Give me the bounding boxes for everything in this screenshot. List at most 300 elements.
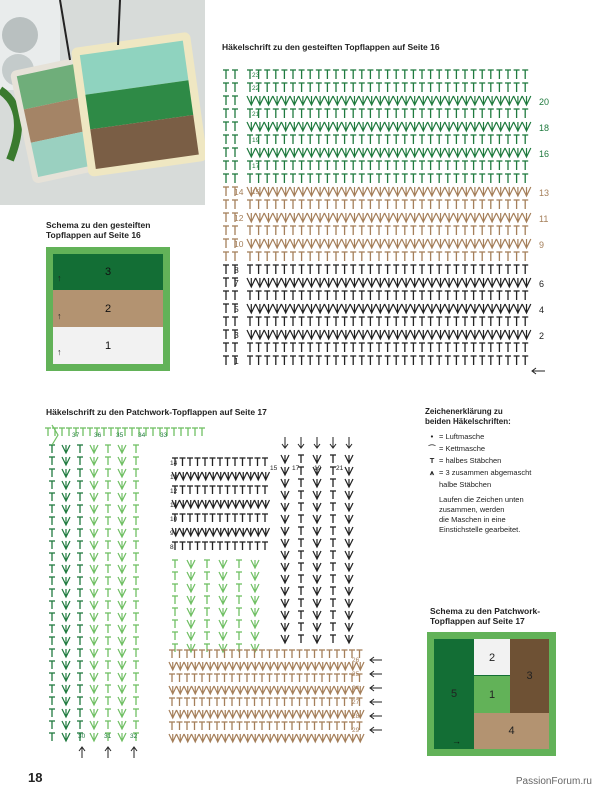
cluster-stitch (237, 710, 245, 718)
hdc-stitch (45, 428, 51, 436)
schema2-title-line1: Schema zu den Patchwork- (430, 606, 541, 616)
legend-item-kettmasche (425, 443, 595, 455)
schema2-block-3 (510, 639, 549, 713)
hdc-stitch (298, 587, 304, 595)
cluster-stitch (90, 685, 98, 693)
row-label-boxed: 15 (252, 189, 260, 196)
hdc-stitch (236, 572, 242, 580)
hdc-stitch (204, 584, 210, 592)
row-label-top-left: 37 (72, 432, 80, 439)
row-label-black: 13 (170, 474, 178, 481)
hdc-stitch (282, 650, 288, 658)
cluster-stitch (345, 455, 353, 463)
cluster-stitch (214, 686, 222, 694)
hdc-stitch (232, 514, 238, 522)
chart1-title: Häkelschrift zu den gesteiften Topflappen auf Seite 16 (222, 42, 440, 52)
hdc-stitch (298, 575, 304, 583)
cluster-stitch (281, 527, 289, 535)
cluster-stitch (195, 528, 203, 536)
hdc-stitch (77, 673, 83, 681)
hdc-stitch (237, 698, 243, 706)
cluster-stitch (252, 686, 260, 694)
hdc-stitch (77, 493, 83, 501)
hdc-stitch (217, 542, 223, 550)
hdc-stitch (184, 698, 190, 706)
cluster-stitch (62, 685, 70, 693)
hdc-stitch (202, 486, 208, 494)
hdc-stitch (77, 553, 83, 561)
cluster-stitch (237, 686, 245, 694)
hdc-stitch (319, 674, 325, 682)
hdc-stitch (298, 599, 304, 607)
cluster-stitch (192, 686, 200, 694)
cluster-stitch (62, 661, 70, 669)
hdc-stitch (298, 563, 304, 571)
arrow-up-icon: ↑ (57, 347, 62, 357)
cluster-stitch (345, 563, 353, 571)
cluster-stitch (225, 472, 233, 480)
hdc-stitch (180, 458, 186, 466)
legend-item-zusammen (425, 467, 595, 479)
hdc-stitch (49, 613, 55, 621)
hdc-stitch (133, 445, 139, 453)
cluster-stitch (217, 528, 225, 536)
row-label-left: 3 (234, 330, 239, 340)
hdc-stitch (312, 722, 318, 730)
chain-stitch-icon: • (430, 432, 434, 441)
hdc-stitch (77, 577, 83, 585)
cluster-stitch (281, 503, 289, 511)
row-label-boxed: 23 (252, 72, 260, 79)
cluster-stitch (118, 649, 126, 657)
hdc-stitch (247, 486, 253, 494)
hdc-stitch (247, 542, 253, 550)
hdc-stitch (195, 486, 201, 494)
cluster-stitch (222, 662, 230, 670)
cluster-stitch (229, 734, 237, 742)
hdc-stitch (199, 674, 205, 682)
cluster-stitch (118, 613, 126, 621)
cluster-stitch (232, 472, 240, 480)
cluster-stitch (281, 587, 289, 595)
hdc-stitch (217, 514, 223, 522)
legend-item-zusammen-cont (425, 479, 595, 491)
cluster-stitch (169, 686, 177, 694)
cluster-stitch (219, 572, 227, 580)
cluster-stitch (62, 613, 70, 621)
cluster-stitch (255, 472, 263, 480)
hdc-stitch (192, 698, 198, 706)
hdc-stitch (240, 514, 246, 522)
cluster-stitch (304, 662, 312, 670)
hdc-stitch (210, 542, 216, 550)
hdc-stitch (133, 457, 139, 465)
hdc-stitch (214, 674, 220, 682)
hdc-stitch (49, 565, 55, 573)
cluster-stitch (118, 493, 126, 501)
page-number: 18 (28, 770, 43, 785)
cluster-stitch (202, 528, 210, 536)
cluster-stitch (313, 455, 321, 463)
hdc-stitch (262, 514, 268, 522)
cluster-stitch (313, 527, 321, 535)
hdc-stitch (244, 650, 250, 658)
cluster-stitch (187, 528, 195, 536)
hdc-stitch (172, 596, 178, 604)
hdc-stitch (222, 722, 228, 730)
cluster-stitch (313, 563, 321, 571)
hdc-stitch (327, 698, 333, 706)
cluster-stitch (195, 500, 203, 508)
cluster-stitch (118, 541, 126, 549)
cluster-stitch (281, 479, 289, 487)
cluster-stitch (90, 517, 98, 525)
schema2-block-5-label: 5 (450, 688, 458, 700)
cluster-stitch (62, 625, 70, 633)
cluster-stitch (297, 686, 305, 694)
cluster-stitch (267, 662, 275, 670)
hdc-stitch (49, 529, 55, 537)
cluster-stitch (319, 662, 327, 670)
cluster-stitch (327, 686, 335, 694)
hdc-stitch (169, 674, 175, 682)
cluster-stitch (225, 500, 233, 508)
legend-item-text: = Kettmasche (439, 444, 486, 453)
cluster-stitch (192, 710, 200, 718)
hdc-stitch (236, 620, 242, 628)
hdc-stitch (184, 722, 190, 730)
hdc-stitch (133, 613, 139, 621)
hdc-stitch (192, 674, 198, 682)
hdc-stitch (105, 697, 111, 705)
row-label-top-left: 33 (160, 432, 168, 439)
hdc-stitch (133, 709, 139, 717)
cluster-stitch (62, 565, 70, 573)
cluster-stitch (255, 528, 263, 536)
cluster-stitch (199, 734, 207, 742)
cluster-stitch (281, 611, 289, 619)
arrow-down-icon (298, 437, 304, 448)
cluster-stitch (289, 710, 297, 718)
cluster-stitch (274, 662, 282, 670)
cluster-stitch (312, 686, 320, 694)
cluster-stitch (214, 734, 222, 742)
hdc-stitch (77, 625, 83, 633)
hdc-stitch (172, 632, 178, 640)
cluster-stitch (345, 611, 353, 619)
hdc-stitch (133, 553, 139, 561)
legend-item-text: halbe Stäbchen (439, 480, 492, 489)
row-label-right: 4 (539, 305, 545, 315)
cluster-stitch (222, 734, 230, 742)
hdc-stitch (259, 698, 265, 706)
hdc-stitch (312, 698, 318, 706)
schema2-block-2-label: 2 (488, 651, 496, 664)
cluster-stitch (313, 635, 321, 643)
schema1-stripe-1-label: 1 (104, 339, 112, 352)
cluster-stitch (313, 587, 321, 595)
cluster-stitch (118, 517, 126, 525)
schema2-block-4-label: 4 (508, 725, 515, 737)
cluster-stitch (90, 577, 98, 585)
cluster-stitch (90, 637, 98, 645)
cluster-stitch (219, 620, 227, 628)
cluster-stitch (240, 528, 248, 536)
hdc-stitch (334, 698, 340, 706)
hdc-stitch (274, 722, 280, 730)
hdc-stitch (236, 560, 242, 568)
row-label-brown: 28 (352, 713, 360, 720)
hdc-stitch (49, 541, 55, 549)
hdc-stitch (204, 596, 210, 604)
cluster-stitch (90, 709, 98, 717)
hdc-stitch (133, 577, 139, 585)
cluster-stitch (90, 697, 98, 705)
hdc-stitch (282, 722, 288, 730)
hdc-stitch (49, 457, 55, 465)
hdc-stitch (255, 458, 261, 466)
cluster-stitch (187, 584, 195, 592)
cluster-stitch (62, 517, 70, 525)
cluster-stitch (267, 686, 275, 694)
row-label-right: 6 (539, 279, 545, 289)
cluster-stitch (90, 493, 98, 501)
hdc-stitch (297, 674, 303, 682)
cluster-stitch (62, 577, 70, 585)
arrow-down-icon (314, 437, 320, 448)
cluster-stitch (313, 623, 321, 631)
hdc-stitch (105, 529, 111, 537)
cluster-stitch (244, 686, 252, 694)
cluster-stitch (187, 472, 195, 480)
hdc-stitch (105, 541, 111, 549)
cluster-stitch (229, 662, 237, 670)
hdc-stitch (192, 650, 198, 658)
cluster-stitch (345, 503, 353, 511)
hdc-stitch (105, 637, 111, 645)
cluster-stitch (319, 710, 327, 718)
hdc-stitch (330, 611, 336, 619)
hdc-stitch (255, 514, 261, 522)
hdc-stitch (133, 673, 139, 681)
cluster-stitch (62, 445, 70, 453)
hdc-stitch (192, 722, 198, 730)
cluster-stitch (334, 734, 342, 742)
hdc-stitch (225, 542, 231, 550)
cluster-stitch (118, 625, 126, 633)
cluster-stitch (217, 472, 225, 480)
hdc-stitch (298, 551, 304, 559)
cluster-stitch (247, 500, 255, 508)
cluster-stitch (207, 710, 215, 718)
cluster-stitch (62, 733, 70, 741)
hdc-stitch (217, 458, 223, 466)
hdc-stitch (101, 428, 107, 436)
cluster-stitch (312, 662, 320, 670)
row-label-boxed: 21 (252, 111, 260, 118)
cluster-stitch (232, 528, 240, 536)
cluster-stitch (334, 662, 342, 670)
hdc-stitch (334, 722, 340, 730)
cluster-stitch (229, 686, 237, 694)
hdc-stitch (259, 722, 265, 730)
row-label-brown: 24 (352, 685, 360, 692)
hdc-stitch (87, 428, 93, 436)
cluster-stitch (252, 734, 260, 742)
hdc-stitch (177, 722, 183, 730)
arrow-left-icon (370, 727, 382, 733)
cluster-stitch (281, 563, 289, 571)
row-label-top: 19 (314, 465, 322, 472)
legend-title-line1: Zeichenerklärung zu (425, 407, 503, 416)
cluster-stitch (247, 528, 255, 536)
hdc-stitch (330, 503, 336, 511)
hdc-stitch (187, 514, 193, 522)
cluster-stitch (282, 686, 290, 694)
hdc-stitch (169, 698, 175, 706)
hdc-stitch (77, 709, 83, 717)
hdc-stitch (330, 575, 336, 583)
cluster-stitch (90, 457, 98, 465)
row-label-top: 21 (336, 465, 344, 472)
hdc-stitch (229, 674, 235, 682)
cluster-stitch (240, 500, 248, 508)
hdc-stitch (49, 661, 55, 669)
cluster-stitch (252, 662, 260, 670)
hdc-stitch (289, 722, 295, 730)
hdc-stitch (49, 685, 55, 693)
hdc-stitch (105, 613, 111, 621)
cluster-stitch (240, 472, 248, 480)
hdc-stitch (298, 503, 304, 511)
cluster-stitch (192, 734, 200, 742)
hdc-stitch (274, 674, 280, 682)
hdc-stitch (105, 721, 111, 729)
hdc-stitch (77, 661, 83, 669)
cluster-stitch (262, 500, 270, 508)
cluster-stitch (345, 515, 353, 523)
hdc-stitch (105, 709, 111, 717)
cluster-stitch (169, 710, 177, 718)
hdc-stitch (222, 698, 228, 706)
hdc-stitch (49, 481, 55, 489)
row-label-right: 2 (539, 331, 545, 341)
cluster-stitch (282, 710, 290, 718)
hdc-stitch (327, 674, 333, 682)
hdc-stitch (342, 650, 348, 658)
hdc-stitch (133, 493, 139, 501)
hdc-stitch (298, 491, 304, 499)
cluster-stitch (118, 481, 126, 489)
hdc-stitch (49, 553, 55, 561)
schema1-stripe-3-label: 3 (104, 266, 112, 278)
cluster-stitch (195, 472, 203, 480)
cluster-stitch (281, 635, 289, 643)
cluster-stitch (219, 560, 227, 568)
row-label-brown: 26 (352, 657, 360, 664)
schema2-block-2 (474, 639, 510, 676)
chart2-title: Häkelschrift zu den Patchwork-Topflappen auf Seite 17 (46, 407, 267, 417)
hdc-stitch (289, 650, 295, 658)
row-label-right: 13 (539, 188, 550, 198)
hdc-stitch (210, 458, 216, 466)
row-label-left: 5 (234, 304, 239, 314)
cluster-stitch (304, 686, 312, 694)
hdc-stitch (172, 584, 178, 592)
cluster-stitch (62, 601, 70, 609)
hdc-stitch (133, 637, 139, 645)
row-label-left: 12 (234, 213, 244, 223)
cluster-stitch (342, 686, 350, 694)
cluster-stitch (62, 553, 70, 561)
hdc-stitch (330, 491, 336, 499)
cluster-stitch (118, 673, 126, 681)
hdc-stitch (232, 458, 238, 466)
hdc-stitch (289, 674, 295, 682)
cluster-stitch (313, 515, 321, 523)
hdc-stitch (169, 650, 175, 658)
cluster-stitch (62, 493, 70, 501)
hdc-stitch (229, 698, 235, 706)
cluster-stitch (289, 686, 297, 694)
cluster-stitch (90, 661, 98, 669)
cluster-stitch (274, 734, 282, 742)
arrow-up-icon (105, 747, 111, 758)
cluster-stitch (62, 457, 70, 465)
cluster-stitch (219, 608, 227, 616)
hdc-stitch (297, 650, 303, 658)
hdc-stitch (298, 479, 304, 487)
hdc-stitch (298, 623, 304, 631)
cluster-stitch (313, 491, 321, 499)
cluster-stitch (180, 528, 188, 536)
legend-item-text: = Luftmasche (439, 432, 485, 441)
hdc-stitch (214, 650, 220, 658)
hdc-stitch (330, 539, 336, 547)
cluster-stitch (297, 710, 305, 718)
cluster-stitch (259, 734, 267, 742)
cluster-stitch (251, 596, 259, 604)
slip-stitch-icon: ⌒ (428, 444, 436, 453)
hdc-stitch (77, 721, 83, 729)
cluster-stitch (202, 500, 210, 508)
hdc-stitch (327, 722, 333, 730)
cluster-stitch (345, 527, 353, 535)
cluster-stitch (90, 613, 98, 621)
hdc-stitch (327, 650, 333, 658)
cluster-stitch (281, 455, 289, 463)
cluster-stitch (62, 721, 70, 729)
cluster-stitch (62, 709, 70, 717)
hdc-stitch (133, 541, 139, 549)
schema2-block-3-label: 3 (526, 670, 533, 682)
hdc-stitch (133, 721, 139, 729)
cluster-stitch (187, 620, 195, 628)
hdc-stitch (274, 650, 280, 658)
hdc-stitch (334, 674, 340, 682)
cluster-stitch (289, 734, 297, 742)
arrow-down-icon (330, 437, 336, 448)
hdc-stitch (210, 514, 216, 522)
hdc-stitch (172, 608, 178, 616)
cluster-stitch (251, 632, 259, 640)
cluster-stitch (342, 734, 350, 742)
row-label-black: 9 (170, 530, 174, 537)
row-label-left: 14 (234, 187, 244, 197)
hdc-stitch (49, 493, 55, 501)
hdc-stitch (133, 469, 139, 477)
cluster-stitch (177, 734, 185, 742)
